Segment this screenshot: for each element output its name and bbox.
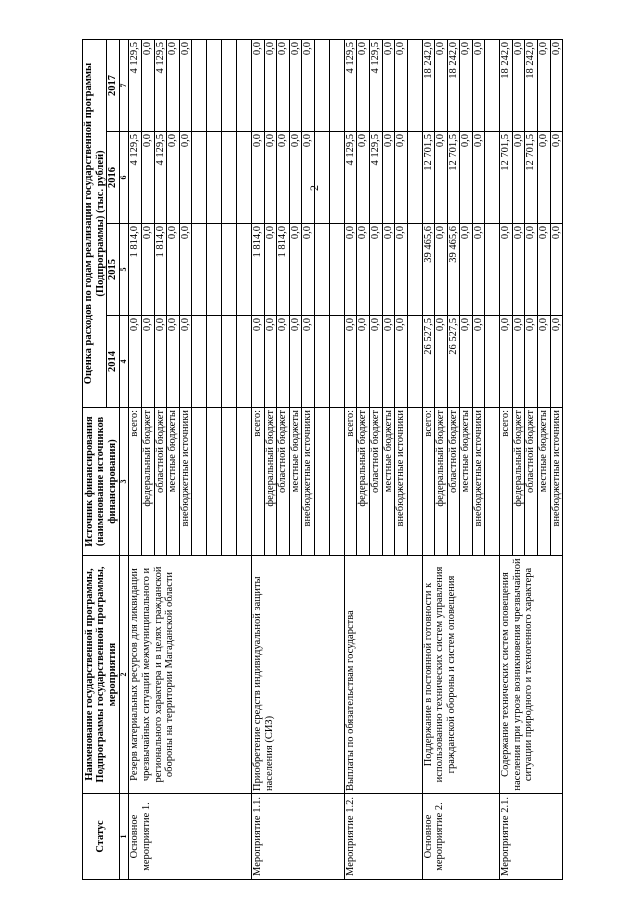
value-cell <box>314 39 329 131</box>
value-cell: 0,0 <box>472 132 485 224</box>
value-cell <box>222 39 237 131</box>
name-cell: Резерв материальных ресурсов для ликвидации чрезвычайных ситуаций межмуниципального и регионального характера и в целях гражданской обороны на территории Магаданской области <box>129 556 252 794</box>
value-cell: 1 814,0 <box>129 224 142 316</box>
value-cell: 0,0 <box>129 316 142 408</box>
value-cell: 0,0 <box>179 39 192 131</box>
status-cell: Мероприятие 1.2. <box>344 794 422 880</box>
source-cell: местные бюджеты <box>289 408 302 556</box>
value-cell: 0,0 <box>252 132 265 224</box>
value-cell: 0,0 <box>167 224 180 316</box>
value-cell <box>329 316 344 408</box>
value-cell: 0,0 <box>538 224 551 316</box>
name-cell: Содержание технических систем оповещения населения при угрозе возникновения чрезвычайной ситуации природного и техногенного характера <box>500 556 563 794</box>
column-index: 4 <box>119 316 129 408</box>
value-cell <box>485 39 500 131</box>
value-cell: 0,0 <box>264 316 277 408</box>
value-cell: 0,0 <box>302 316 315 408</box>
value-cell: 0,0 <box>370 316 383 408</box>
value-cell: 0,0 <box>460 224 473 316</box>
value-cell: 0,0 <box>277 316 290 408</box>
column-index: 6 <box>119 132 129 224</box>
value-cell: 0,0 <box>435 316 448 408</box>
value-cell: 0,0 <box>512 132 525 224</box>
status-cell: Мероприятие 1.1. <box>252 794 345 880</box>
header-status: Статус <box>83 794 120 880</box>
value-cell <box>314 224 329 316</box>
value-cell <box>207 224 222 316</box>
table-row <box>129 39 142 879</box>
value-cell: 0,0 <box>460 39 473 131</box>
value-cell: 26 527,5 <box>447 316 460 408</box>
value-cell: 0,0 <box>264 224 277 316</box>
source-cell: всего: <box>344 408 357 556</box>
value-cell: 0,0 <box>512 39 525 131</box>
value-cell: 0,0 <box>472 224 485 316</box>
value-cell: 0,0 <box>525 224 538 316</box>
source-cell: федеральный бюджет <box>435 408 448 556</box>
value-cell: 18 242,0 <box>500 39 513 131</box>
value-cell: 4 129,5 <box>344 39 357 131</box>
value-cell: 18 242,0 <box>525 39 538 131</box>
value-cell: 0,0 <box>167 39 180 131</box>
source-cell: областной бюджет <box>277 408 290 556</box>
value-cell <box>329 39 344 131</box>
value-cell: 0,0 <box>289 132 302 224</box>
table-row <box>500 39 513 879</box>
source-cell: федеральный бюджет <box>141 408 154 556</box>
budget-table <box>82 39 563 880</box>
header-estimate: Оценка расходов по годам реализации государственной программы (Подпрограммы) (тыс. рублей) <box>83 39 107 407</box>
value-cell: 0,0 <box>277 132 290 224</box>
source-cell <box>237 408 252 556</box>
value-cell: 0,0 <box>435 39 448 131</box>
source-cell: всего: <box>252 408 265 556</box>
value-cell <box>192 39 207 131</box>
value-cell: 12 701,5 <box>500 132 513 224</box>
value-cell: 0,0 <box>538 132 551 224</box>
value-cell: 0,0 <box>289 224 302 316</box>
name-cell: Приобретение средств индивидуальной защиты населения (СИЗ) <box>252 556 345 794</box>
value-cell: 0,0 <box>500 316 513 408</box>
value-cell: 0,0 <box>435 224 448 316</box>
header-year: 2017 <box>107 39 120 131</box>
value-cell: 0,0 <box>538 316 551 408</box>
table-row <box>252 39 265 879</box>
source-cell: областной бюджет <box>154 408 167 556</box>
rotated-table-container <box>82 40 562 880</box>
value-cell: 0,0 <box>154 316 167 408</box>
value-cell: 0,0 <box>525 316 538 408</box>
value-cell: 0,0 <box>141 224 154 316</box>
value-cell <box>485 132 500 224</box>
value-cell: 0,0 <box>357 132 370 224</box>
value-cell: 0,0 <box>252 316 265 408</box>
column-index: 3 <box>119 408 129 556</box>
status-cell: Основное мероприятие 2. <box>422 794 500 880</box>
value-cell: 4 129,5 <box>129 132 142 224</box>
value-cell: 0,0 <box>289 316 302 408</box>
name-cell: Выплаты по обязательствам государства <box>344 556 422 794</box>
header-year: 2015 <box>107 224 120 316</box>
value-cell: 0,0 <box>370 224 383 316</box>
value-cell: 0,0 <box>395 224 408 316</box>
source-cell: областной бюджет <box>447 408 460 556</box>
value-cell: 0,0 <box>357 316 370 408</box>
column-index: 5 <box>119 224 129 316</box>
value-cell: 0,0 <box>460 316 473 408</box>
value-cell: 0,0 <box>302 224 315 316</box>
value-cell <box>314 316 329 408</box>
value-cell: 0,0 <box>179 132 192 224</box>
value-cell: 0,0 <box>550 224 563 316</box>
source-cell: областной бюджет <box>525 408 538 556</box>
value-cell: 0,0 <box>141 316 154 408</box>
source-cell <box>329 408 344 556</box>
table-row <box>422 39 435 879</box>
column-index: 1 <box>119 794 129 880</box>
source-cell: федеральный бюджет <box>264 408 277 556</box>
value-cell <box>407 39 422 131</box>
value-cell: 0,0 <box>435 132 448 224</box>
source-cell <box>407 408 422 556</box>
value-cell: 0,0 <box>472 316 485 408</box>
value-cell: 0,0 <box>167 132 180 224</box>
value-cell: 12 701,5 <box>447 132 460 224</box>
value-cell: 0,0 <box>382 132 395 224</box>
value-cell: 4 129,5 <box>154 39 167 131</box>
source-cell <box>222 408 237 556</box>
value-cell: 0,0 <box>550 132 563 224</box>
value-cell <box>192 316 207 408</box>
value-cell: 4 129,5 <box>129 39 142 131</box>
status-cell: Мероприятие 2.1. <box>500 794 563 880</box>
value-cell: 0,0 <box>179 316 192 408</box>
table-row <box>344 39 357 879</box>
value-cell: 0,0 <box>395 132 408 224</box>
header-year: 2014 <box>107 316 120 408</box>
value-cell <box>192 132 207 224</box>
value-cell: 4 129,5 <box>370 39 383 131</box>
value-cell <box>329 132 344 224</box>
value-cell: 0,0 <box>512 224 525 316</box>
value-cell: 0,0 <box>344 224 357 316</box>
source-cell: местные бюджеты <box>382 408 395 556</box>
source-cell: внебюджетные источники <box>395 408 408 556</box>
value-cell: 39 465,6 <box>422 224 435 316</box>
source-cell: местные бюджеты <box>538 408 551 556</box>
page-number: 2 <box>307 185 321 191</box>
value-cell <box>222 132 237 224</box>
column-index: 7 <box>119 39 129 131</box>
value-cell: 0,0 <box>252 39 265 131</box>
source-cell <box>485 408 500 556</box>
value-cell: 12 701,5 <box>422 132 435 224</box>
value-cell: 0,0 <box>357 224 370 316</box>
value-cell: 0,0 <box>538 39 551 131</box>
source-cell: областной бюджет <box>370 408 383 556</box>
value-cell: 0,0 <box>460 132 473 224</box>
value-cell: 0,0 <box>302 132 315 224</box>
value-cell <box>314 132 329 224</box>
source-cell <box>207 408 222 556</box>
value-cell <box>222 316 237 408</box>
value-cell <box>192 224 207 316</box>
value-cell: 0,0 <box>395 316 408 408</box>
source-cell: всего: <box>129 408 142 556</box>
source-cell: внебюджетные источники <box>179 408 192 556</box>
source-cell: внебюджетные источники <box>550 408 563 556</box>
value-cell: 1 814,0 <box>252 224 265 316</box>
value-cell <box>237 39 252 131</box>
value-cell <box>237 132 252 224</box>
value-cell: 0,0 <box>550 39 563 131</box>
value-cell: 0,0 <box>395 39 408 131</box>
value-cell: 1 814,0 <box>154 224 167 316</box>
value-cell <box>207 39 222 131</box>
value-cell: 0,0 <box>550 316 563 408</box>
value-cell: 0,0 <box>277 39 290 131</box>
value-cell: 0,0 <box>141 132 154 224</box>
value-cell: 0,0 <box>382 39 395 131</box>
value-cell <box>222 224 237 316</box>
source-cell: местные бюджеты <box>460 408 473 556</box>
value-cell: 0,0 <box>357 39 370 131</box>
value-cell <box>485 224 500 316</box>
value-cell: 0,0 <box>167 316 180 408</box>
value-cell: 0,0 <box>141 39 154 131</box>
header-year: 2016 <box>107 132 120 224</box>
source-cell: всего: <box>500 408 513 556</box>
source-cell: федеральный бюджет <box>512 408 525 556</box>
value-cell <box>207 316 222 408</box>
value-cell: 18 242,0 <box>447 39 460 131</box>
header-source: Источник финансирования (наименование источников финансирования) <box>83 408 120 556</box>
value-cell <box>407 224 422 316</box>
value-cell: 0,0 <box>264 132 277 224</box>
source-cell: местные бюджеты <box>167 408 180 556</box>
value-cell: 0,0 <box>289 39 302 131</box>
value-cell: 0,0 <box>344 316 357 408</box>
value-cell <box>329 224 344 316</box>
value-cell <box>237 316 252 408</box>
value-cell: 4 129,5 <box>370 132 383 224</box>
value-cell: 18 242,0 <box>422 39 435 131</box>
value-cell: 0,0 <box>500 224 513 316</box>
value-cell: 0,0 <box>382 224 395 316</box>
value-cell: 0,0 <box>472 39 485 131</box>
value-cell: 1 814,0 <box>277 224 290 316</box>
value-cell: 0,0 <box>382 316 395 408</box>
source-cell <box>192 408 207 556</box>
status-cell: Основное мероприятие 1. <box>129 794 252 880</box>
value-cell <box>407 316 422 408</box>
source-cell: внебюджетные источники <box>302 408 315 556</box>
value-cell: 0,0 <box>302 39 315 131</box>
source-cell <box>314 408 329 556</box>
header-name: Наименование государственной программы, Подпрограммы государственной программы, мероприятия <box>83 556 120 794</box>
value-cell: 0,0 <box>179 224 192 316</box>
value-cell <box>237 224 252 316</box>
value-cell <box>485 316 500 408</box>
value-cell: 12 701,5 <box>525 132 538 224</box>
source-cell: всего: <box>422 408 435 556</box>
value-cell: 4 129,5 <box>154 132 167 224</box>
source-cell: внебюджетные источники <box>472 408 485 556</box>
column-index: 2 <box>119 556 129 794</box>
source-cell: федеральный бюджет <box>357 408 370 556</box>
name-cell: Поддержание в постоянной готовности к использованию технических систем управления гражданской обороны и систем оповещения <box>422 556 500 794</box>
value-cell: 4 129,5 <box>344 132 357 224</box>
value-cell: 26 527,5 <box>422 316 435 408</box>
value-cell: 0,0 <box>512 316 525 408</box>
value-cell: 39 465,6 <box>447 224 460 316</box>
value-cell <box>407 132 422 224</box>
value-cell <box>207 132 222 224</box>
value-cell: 0,0 <box>264 39 277 131</box>
